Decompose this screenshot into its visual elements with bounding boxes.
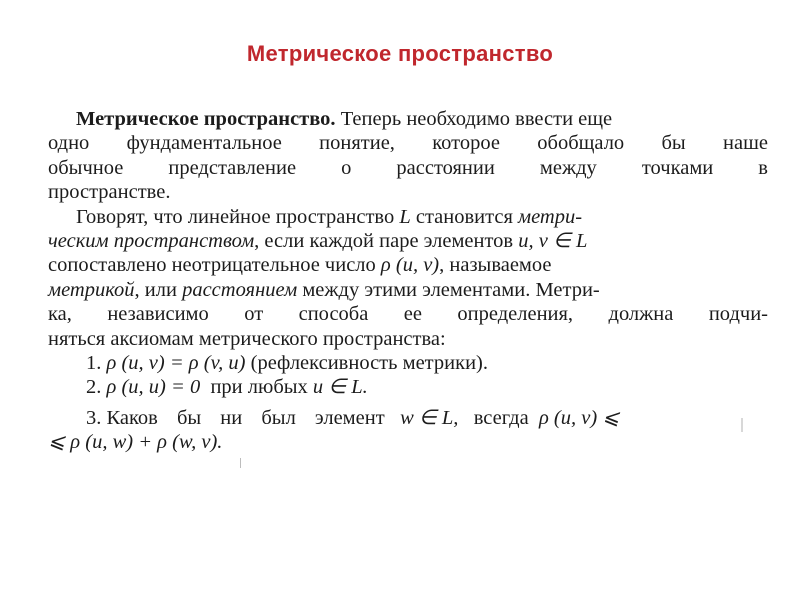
- axiom-3-always: всегда: [473, 406, 529, 429]
- symbol-L: L: [399, 205, 411, 228]
- term-metric-space: Метрическое пространство.: [76, 108, 336, 130]
- formula-u-v-in-L: u, v ∈ L: [518, 229, 588, 252]
- term-fragment: метри-: [518, 205, 583, 228]
- axiom-2-text: при любых: [210, 376, 308, 399]
- scan-artifact: [240, 458, 241, 468]
- axiom-3-line-2: [48, 430, 768, 454]
- text-fragment: между этими элементами. Метри-: [297, 278, 600, 301]
- text-fragment: становится: [410, 205, 518, 228]
- paragraph-1-line-4: пространстве.: [48, 181, 171, 204]
- axiom-1-number: 1.: [86, 351, 102, 374]
- paragraph-2-line-3: [48, 253, 768, 277]
- axiom-3-lhs: ρ (u, v) ⩽: [538, 406, 620, 429]
- text-fragment: , если каждой паре элементов: [254, 229, 519, 252]
- scanned-text-block: [48, 107, 768, 454]
- term-metric: метрикой: [48, 278, 135, 301]
- axiom-2: [48, 375, 768, 399]
- paragraph-1-line-3: обычное представление о расстоянии между точками в: [48, 156, 768, 179]
- text-fragment: сопоставлено неотрицательное число: [48, 254, 381, 277]
- paragraph-2-line-6: няться аксиомам метрического пространства:: [48, 327, 446, 350]
- axiom-2-formula: ρ (u, u) = 0: [106, 376, 201, 399]
- axiom-1: [48, 351, 768, 375]
- paragraph-1-line-2: одно фундаментальное понятие, которое обобщало бы наше: [48, 132, 768, 155]
- axiom-3-element-w: w ∈ L,: [400, 406, 459, 429]
- term-metric-space-italic: ческим пространством: [48, 229, 255, 252]
- text-fragment: , называемое: [439, 254, 552, 277]
- axiom-3-rhs: ⩽ ρ (u, w) + ρ (w, v).: [48, 431, 223, 454]
- text-fragment: Говорят, что линейное пространство: [76, 205, 400, 228]
- text-fragment: , или: [134, 278, 183, 301]
- axiom-2-number: 2.: [86, 376, 102, 399]
- formula-rho-u-v: ρ (u, v): [380, 254, 440, 277]
- paragraph-2-line-4: [48, 278, 768, 302]
- slide-title: Метрическое пространство: [246, 41, 554, 66]
- axiom-1-formula: ρ (u, v) = ρ (v, u): [106, 351, 246, 374]
- axiom-1-note: (рефлексивность метрики).: [250, 351, 488, 374]
- axiom-3-number: 3.: [86, 406, 102, 429]
- axiom-2-condition: u ∈ L.: [312, 376, 368, 399]
- paragraph-2-line-5: ка, независимо от способа ее определения, должна подчи-: [48, 303, 768, 326]
- axiom-3-line-1: [48, 406, 768, 430]
- text-fragment: Теперь необходимо ввести еще: [335, 108, 613, 130]
- term-distance: расстоянием: [182, 278, 298, 301]
- axiom-3-text: Каков бы ни был элемент: [106, 406, 385, 429]
- paragraph-2-line-1: [48, 205, 768, 229]
- scan-artifact: [741, 418, 743, 432]
- paragraph-2-line-2: [48, 229, 768, 253]
- paragraph-1-line-1: [48, 107, 768, 131]
